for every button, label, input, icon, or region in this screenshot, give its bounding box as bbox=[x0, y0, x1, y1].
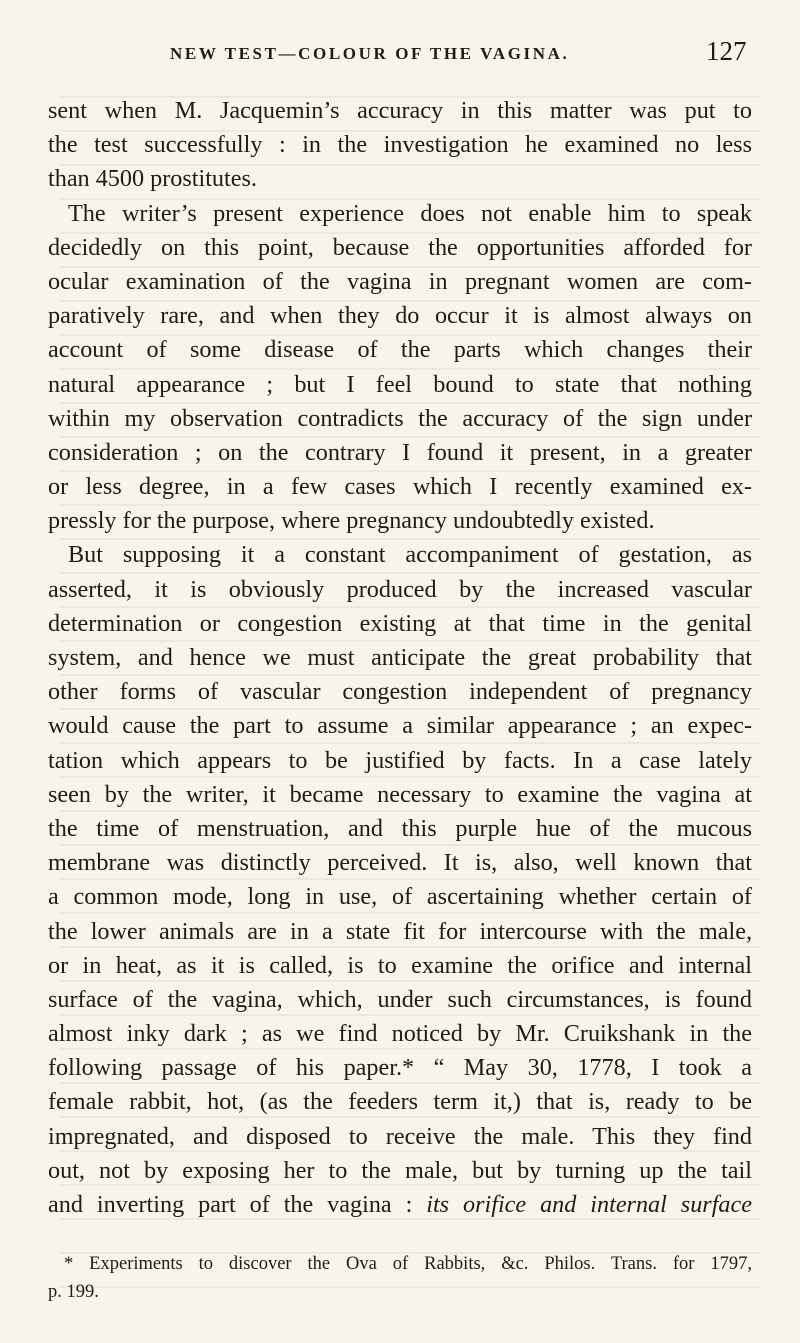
text-line: within my observation contradicts the accuracy of the sign under bbox=[48, 404, 752, 432]
body-text bbox=[48, 94, 752, 1222]
text-line: tation which appears to be justified by facts. In a case lately bbox=[48, 746, 752, 774]
text-line: determination or congestion existing at that time in the genital bbox=[48, 609, 752, 637]
text-line: asserted, it is obviously produced by the increased vascular bbox=[48, 575, 752, 603]
text-line: following passage of his paper.* “ May 30, 1778, I took a bbox=[48, 1054, 752, 1082]
text-line: account of some disease of the parts which changes their bbox=[48, 336, 752, 364]
text-line: almost inky dark ; as we find noticed by Mr. Cruikshank in the bbox=[48, 1020, 752, 1048]
paragraph-start-line: But supposing it a constant accompaniment of gestation, as bbox=[68, 541, 752, 569]
text-line: natural appearance ; but I feel bound to state that nothing bbox=[48, 370, 752, 398]
footnote-line: * Experiments to discover the Ova of Rabbits, &c. Philos. Trans. for 1797, bbox=[64, 1254, 752, 1274]
running-title: NEW TEST—COLOUR OF THE VAGINA. bbox=[170, 44, 570, 63]
text-line: or less degree, in a few cases which I recently examined ex- bbox=[48, 473, 752, 501]
text-line-roman: and inverting part of the vagina : bbox=[48, 1191, 413, 1218]
text-line: than 4500 prostitutes. bbox=[48, 165, 257, 193]
text-line: the lower animals are in a state fit for intercourse with the male, bbox=[48, 917, 752, 945]
page-number: 127 bbox=[706, 36, 747, 66]
text-line: female rabbit, hot, (as the feeders term it,) that is, ready to be bbox=[48, 1088, 752, 1116]
text-line: ocular examination of the vagina in pregnant women are com- bbox=[48, 267, 752, 295]
text-line: the time of menstruation, and this purple hue of the mucous bbox=[48, 814, 752, 842]
text-line: surface of the vagina, which, under such circumstances, is found bbox=[48, 985, 752, 1013]
text-line: seen by the writer, it became necessary to examine the vagina at bbox=[48, 780, 752, 808]
text-line: decidedly on this point, because the opportunities afforded for bbox=[48, 233, 752, 261]
footnote-line: p. 199. bbox=[48, 1282, 99, 1302]
text-line: out, not by exposing her to the male, but by turning up the tail bbox=[48, 1156, 752, 1184]
text-line: impregnated, and disposed to receive the male. This they find bbox=[48, 1122, 752, 1150]
text-line: system, and hence we must anticipate the great probability that bbox=[48, 644, 752, 671]
text-line: consideration ; on the contrary I found it present, in a greater bbox=[48, 438, 752, 466]
italic-phrase: its orifice and internal surface bbox=[426, 1191, 752, 1218]
footnote bbox=[48, 1250, 752, 1306]
text-line: or in heat, as it is called, is to examine the orifice and internal bbox=[48, 951, 752, 979]
text-line: would cause the part to assume a similar appearance ; an expec- bbox=[48, 712, 752, 740]
text-line: membrane was distinctly perceived. It is, also, well known that bbox=[48, 849, 752, 877]
text-line: the test successfully : in the investigation he examined no less bbox=[48, 131, 752, 159]
text-line: a common mode, long in use, of ascertaining whether certain of bbox=[48, 883, 752, 911]
text-line: other forms of vascular congestion independent of pregnancy bbox=[48, 678, 752, 706]
running-head bbox=[0, 30, 800, 70]
text-line: pressly for the purpose, where pregnancy undoubtedly existed. bbox=[48, 507, 655, 535]
paragraph-start-line: The writer’s present experience does not enable him to speak bbox=[68, 199, 752, 227]
text-line-final bbox=[48, 1188, 752, 1222]
text-line: paratively rare, and when they do occur it is almost always on bbox=[48, 302, 752, 330]
text-line: sent when M. Jacquemin’s accuracy in this matter was put to bbox=[48, 97, 752, 124]
